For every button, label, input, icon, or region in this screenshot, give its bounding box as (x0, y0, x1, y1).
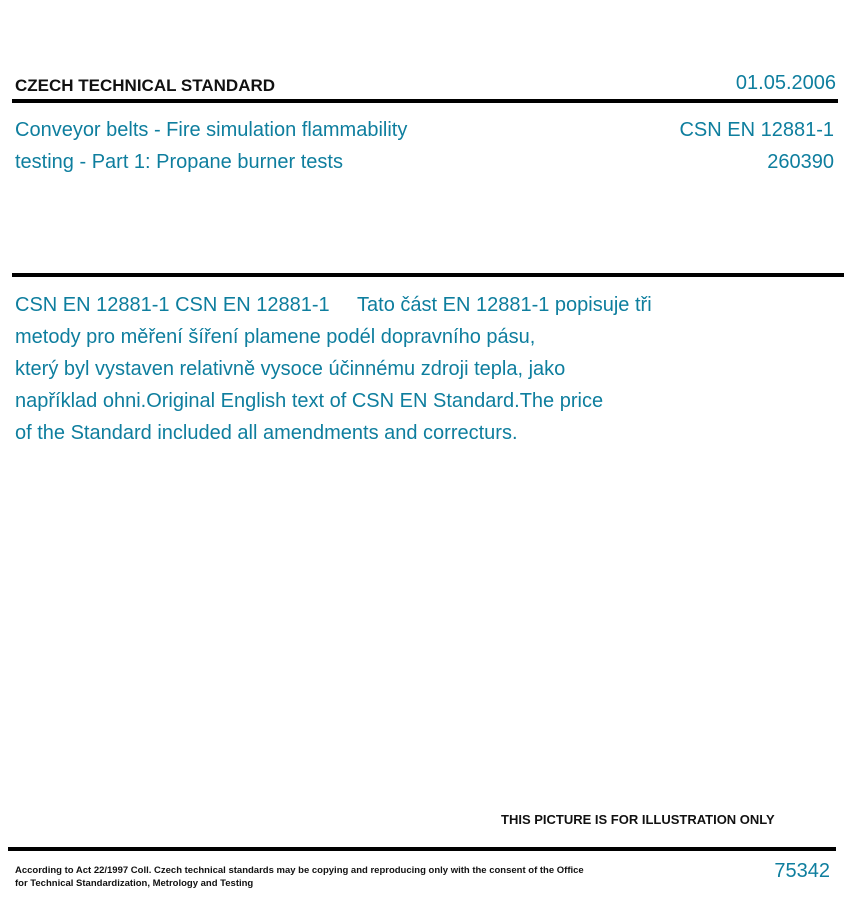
header-divider (12, 99, 838, 103)
legal-notice (15, 864, 615, 890)
title-line: testing - Part 1: Propane burner tests (15, 151, 343, 173)
standard-type-label: CZECH TECHNICAL STANDARD (15, 76, 276, 95)
standard-code: CSN EN 12881-1 (679, 119, 834, 141)
description-line: který byl vystaven relativně vysoce účinnému zdroji tepla, jako (15, 358, 566, 380)
publication-date: 01.05.2006 (735, 72, 836, 94)
description-line: například ohni.Original English text of CSN EN Standard.The price (15, 390, 604, 412)
description-line: CSN EN 12881-1 CSN EN 12881-1 Tato část EN 12881-1 popisuje tři (15, 294, 652, 316)
standard-description (15, 289, 715, 449)
title-divider (12, 273, 844, 277)
standard-title (15, 114, 535, 178)
legal-line: for Technical Standardization, Metrology and Testing (15, 878, 254, 889)
description-line: of the Standard included all amendments and correcturs. (15, 422, 518, 444)
legal-line: According to Act 22/1997 Coll. Czech technical standards may be copying and reproducing only with the consent of the Office (15, 865, 584, 876)
description-line: metody pro měření šíření plamene podél dopravního pásu, (15, 326, 536, 348)
footer-divider (8, 847, 836, 851)
standard-identifiers (679, 114, 834, 178)
illustration-note: THIS PICTURE IS FOR ILLUSTRATION ONLY (501, 812, 775, 827)
order-number: 75342 (774, 860, 830, 882)
classification-number: 260390 (767, 151, 834, 173)
title-line: Conveyor belts - Fire simulation flammability (15, 119, 408, 141)
